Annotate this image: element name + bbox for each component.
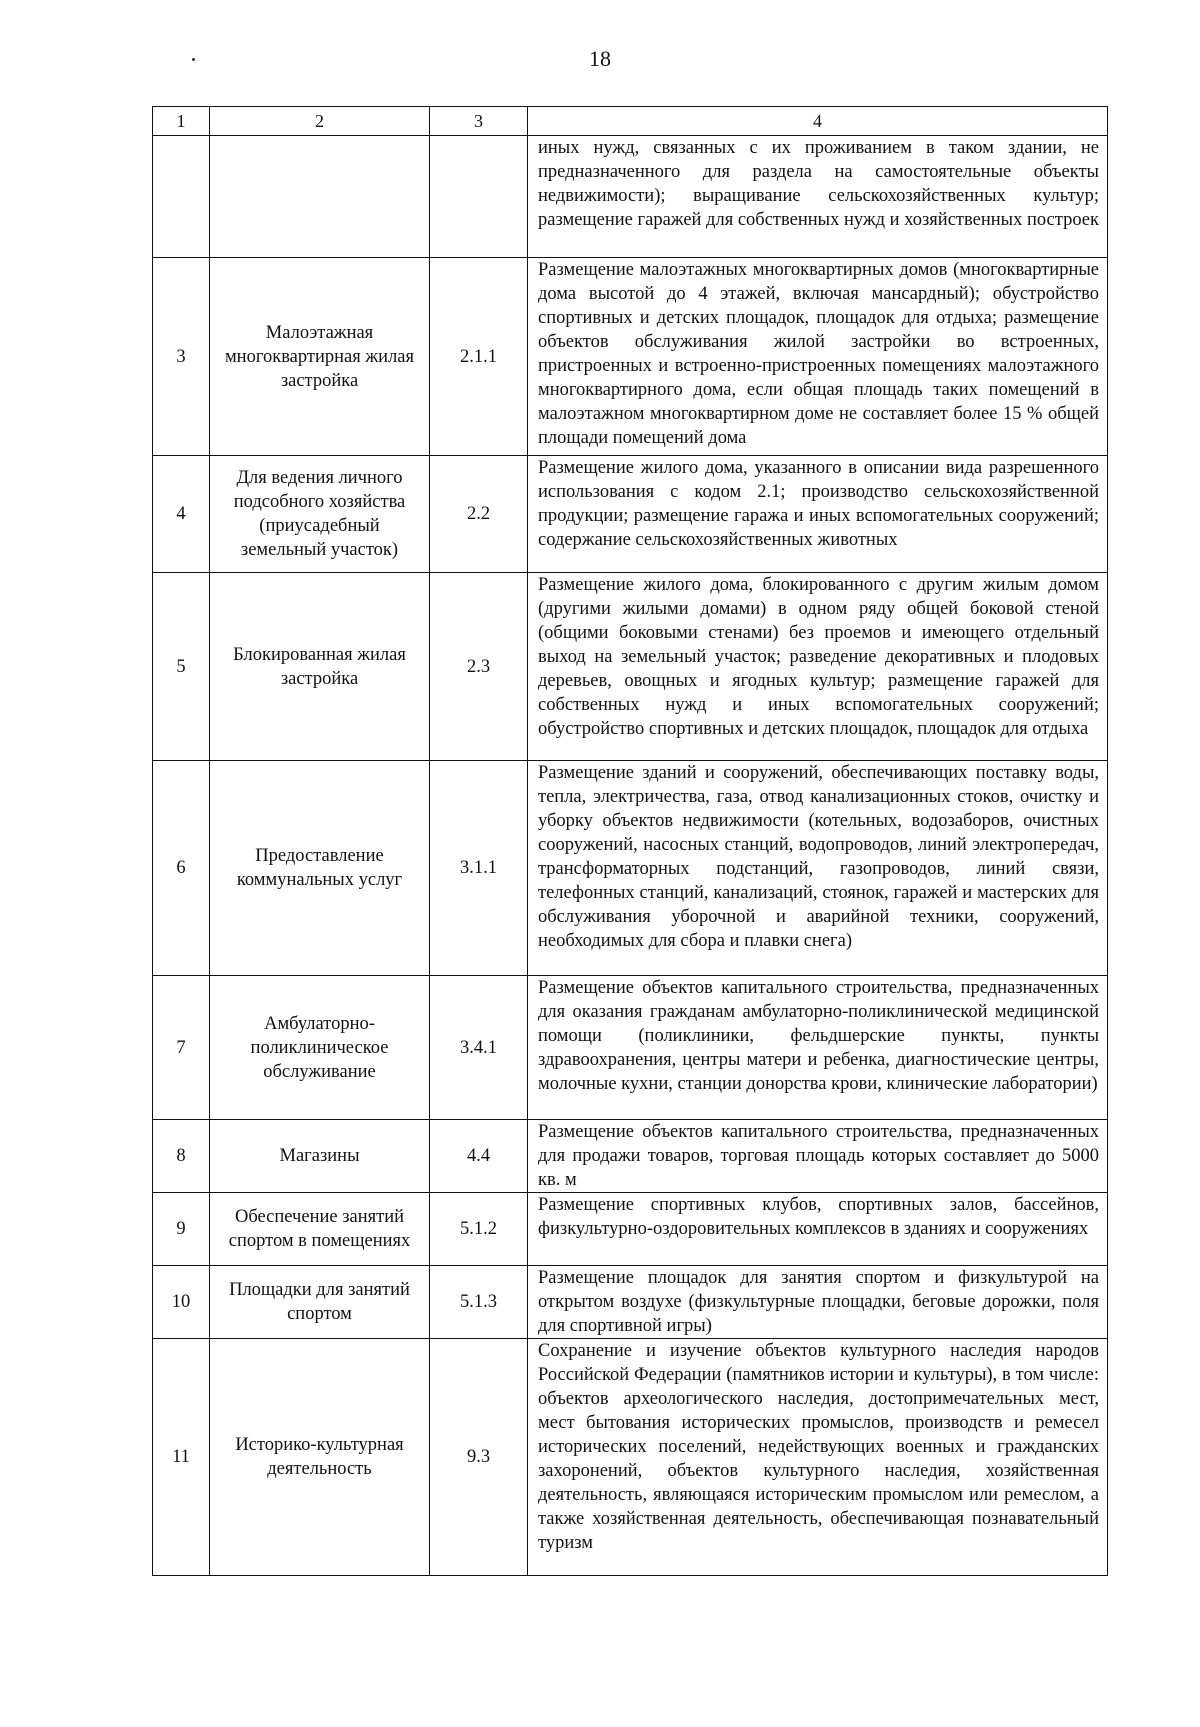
row-number: 10 [153, 1266, 210, 1339]
header-col-4: 4 [528, 107, 1108, 136]
table-row [153, 1266, 1108, 1339]
land-use-description: Размещение зданий и сооружений, обеспечивающих поставку воды, тепла, электричества, газа, отвод канализационных стоков, очистку и уборку объектов недвижимости (котельных, водозаборов, очистных сооружений, насосных станций, водопроводов, линий электропередач, трансформаторных подстанций, газопроводов, линий связи, телефонных станций, канализаций, стоянок, гаражей и мастерских для обслуживания уборочной и аварийной техники, сооружений, необходимых для сбора и плавки снега) [528, 761, 1108, 976]
land-use-name: Малоэтажная многоквартирная жилая застройка [210, 258, 430, 456]
land-use-code: 9.3 [430, 1339, 528, 1576]
land-use-description: Размещение малоэтажных многоквартирных домов (многоквартирные дома высотой до 4 этажей, включая мансардный); обустройство спортивных и детских площадок, площадок для отдыха; размещение объектов обслуживания жилой застройки во встроенных, пристроенных и встроенно-пристроенных помещениях малоэтажного многоквартирного дома, если общая площадь таких помещений в малоэтажном многоквартирном доме не составляет более 15 % общей площади помещений дома [528, 258, 1108, 456]
land-use-description: Размещение спортивных клубов, спортивных залов, бассейнов, физкультурно-оздоровительных комплексов в зданиях и сооружениях [528, 1193, 1108, 1266]
land-use-description: Размещение жилого дома, блокированного с другим жилым домом (другими жилыми домами) в одном ряду общей боковой стеной (общими боковыми стенами) без проемов и имеющего отдельный выход на земельный участок; разведение декоративных и плодовых деревьев, овощных и ягодных культур; размещение гаражей для собственных нужд и иных вспомогательных сооружений; обустройство спортивных и детских площадок, площадок для отдыха [528, 573, 1108, 761]
land-use-code: 4.4 [430, 1120, 528, 1193]
land-use-description: Размещение жилого дома, указанного в описании вида разрешенного использования с кодом 2.1; производство сельскохозяйственной продукции; размещение гаража и иных вспомогательных сооружений; содержание сельскохозяйственных животных [528, 456, 1108, 573]
land-use-description: Размещение объектов капитального строительства, предназначенных для продажи товаров, торговая площадь которых составляет до 5000 кв. м [528, 1120, 1108, 1193]
table-header-row [153, 107, 1108, 136]
land-use-description: Размещение объектов капитального строительства, предназначенных для оказания гражданам амбулаторно-поликлинической медицинской помощи (поликлиники, фельдшерские пункты, пункты здравоохранения, центры матери и ребенка, диагностические центры, молочные кухни, станции донорства крови, клинические лаборатории) [528, 976, 1108, 1120]
land-use-code: 2.2 [430, 456, 528, 573]
row-number: 11 [153, 1339, 210, 1576]
land-use-code: 5.1.2 [430, 1193, 528, 1266]
row-number: 7 [153, 976, 210, 1120]
land-use-name: Амбулаторно-поликлиническое обслуживание [210, 976, 430, 1120]
page-number: 18 [589, 46, 611, 71]
header-col-1: 1 [153, 107, 210, 136]
scan-speck [192, 58, 195, 61]
table-row [153, 573, 1108, 761]
row-number: 5 [153, 573, 210, 761]
row-number: 9 [153, 1193, 210, 1266]
land-use-description: Размещение площадок для занятия спортом и физкультурой на открытом воздухе (физкультурные площадки, беговые дорожки, поля для спортивной игры) [528, 1266, 1108, 1339]
row-number [153, 136, 210, 258]
row-number: 8 [153, 1120, 210, 1193]
land-use-name: Магазины [210, 1120, 430, 1193]
table-row [153, 761, 1108, 976]
land-use-name: Площадки для занятий спортом [210, 1266, 430, 1339]
row-number: 6 [153, 761, 210, 976]
land-use-name: Историко-культурная деятельность [210, 1339, 430, 1576]
land-use-name: Блокированная жилая застройка [210, 573, 430, 761]
table-row [153, 976, 1108, 1120]
land-use-name: Предоставление коммунальных услуг [210, 761, 430, 976]
land-use-table [152, 106, 1108, 1576]
header-col-3: 3 [430, 107, 528, 136]
land-use-code: 2.3 [430, 573, 528, 761]
land-use-code: 2.1.1 [430, 258, 528, 456]
land-use-code: 3.4.1 [430, 976, 528, 1120]
row-number: 3 [153, 258, 210, 456]
land-use-name: Для ведения личного подсобного хозяйства (приусадебный земельный участок) [210, 456, 430, 573]
table-row [153, 1120, 1108, 1193]
land-use-name: Обеспечение занятий спортом в помещениях [210, 1193, 430, 1266]
land-use-code: 3.1.1 [430, 761, 528, 976]
table-row [153, 456, 1108, 573]
land-use-code: 5.1.3 [430, 1266, 528, 1339]
table-row [153, 136, 1108, 258]
table-row [153, 1339, 1108, 1576]
table-row [153, 1193, 1108, 1266]
table-row [153, 258, 1108, 456]
row-number: 4 [153, 456, 210, 573]
land-use-name [210, 136, 430, 258]
header-col-2: 2 [210, 107, 430, 136]
land-use-code [430, 136, 528, 258]
land-use-description: Сохранение и изучение объектов культурного наследия народов Российской Федерации (памятников истории и культуры), в том числе: объектов археологического наследия, достопримечательных мест, мест бытования исторических промыслов, производств и ремесел исторических поселений, недействующих военных и гражданских захоронений, объектов культурного наследия, хозяйственная деятельность, являющаяся историческим промыслом или ремеслом, а также хозяйственная деятельность, обеспечивающая познавательный туризм [528, 1339, 1108, 1576]
land-use-description: иных нужд, связанных с их проживанием в таком здании, не предназначенного для раздела на самостоятельные объекты недвижимости); выращивание сельскохозяйственных культур; размещение гаражей для собственных нужд и хозяйственных построек [528, 136, 1108, 258]
